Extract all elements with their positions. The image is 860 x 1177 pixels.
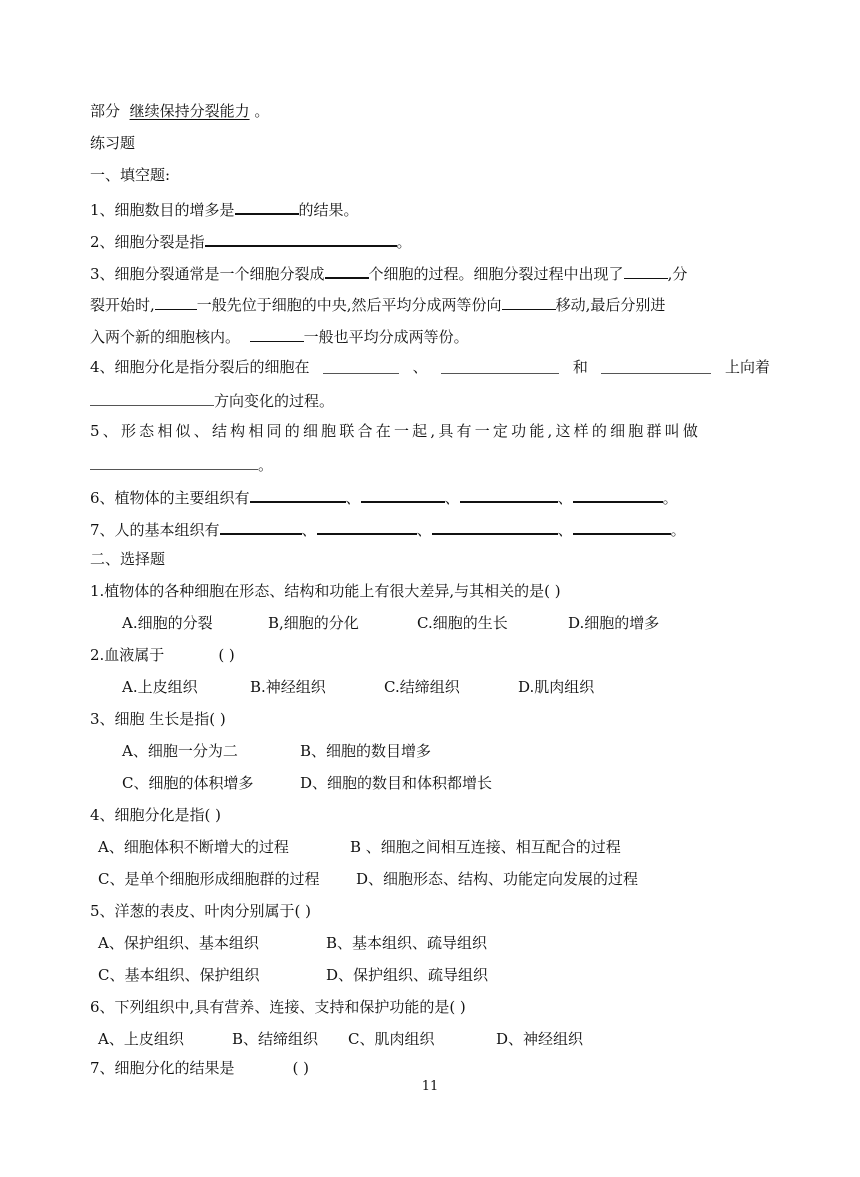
fill-q3-text-f: 移动,最后分别进 <box>555 296 666 314</box>
answer-blank[interactable] <box>90 389 214 406</box>
choice-question-4: 4、细胞分化是指( ) <box>90 806 222 824</box>
choice-q2-option-d[interactable]: D.肌肉组织 <box>518 678 595 696</box>
answer-blank[interactable] <box>441 357 559 374</box>
choice-q2-option-b[interactable]: B.神经组织 <box>250 678 326 696</box>
fill-q4-text-a: 4、细胞分化是指分裂后的细胞在 <box>90 358 310 376</box>
fill-q3-text-g: 入两个新的细胞核内。 <box>90 328 241 346</box>
choice-q5-option-b[interactable]: B、基本组织、疏导组织 <box>326 934 488 952</box>
intro-line <box>90 101 269 121</box>
fill-q6-sep: 、 <box>345 489 361 507</box>
choice-q2-option-c[interactable]: C.结缔组织 <box>384 678 460 696</box>
answer-blank[interactable] <box>250 325 304 342</box>
choice-q1-option-d[interactable]: D.细胞的增多 <box>568 614 660 632</box>
choice-question-1: 1.植物体的各种细胞在形态、结构和功能上有很大差异,与其相关的是( ) <box>90 582 561 600</box>
fill-q7-sep: 、 <box>301 521 317 539</box>
fill-q2-text-b: 。 <box>396 233 412 251</box>
fill-question-7 <box>90 517 686 540</box>
choice-q5-option-d[interactable]: D、保护组织、疏导组织 <box>326 966 489 984</box>
choice-q1-option-a[interactable]: A.细胞的分裂 <box>122 614 213 632</box>
choice-question-5: 5、洋葱的表皮、叶肉分别属于( ) <box>90 902 312 920</box>
fill-q3-text-b: 个细胞的过程。细胞分裂过程中出现了 <box>368 265 624 283</box>
fill-q6-text-a: 6、植物体的主要组织有 <box>90 489 250 507</box>
choice-heading: 二、选择题 <box>90 550 166 568</box>
section-title: 练习题 <box>90 134 136 152</box>
fill-q3-text-c: ,分 <box>667 265 688 283</box>
choice-q4-option-a[interactable]: A、细胞体积不断增大的过程 <box>98 838 289 856</box>
fill-q3-text-e: 一般先位于细胞的中央,然后平均分成两等份向 <box>196 296 502 314</box>
answer-blank[interactable] <box>573 485 663 503</box>
choice-q7-stem: 7、细胞分化的结果是 <box>90 1059 235 1077</box>
choice-q2-option-a[interactable]: A.上皮组织 <box>122 678 198 696</box>
fill-q4-text-e: 方向变化的过程。 <box>214 392 335 410</box>
fill-question-1 <box>90 197 359 220</box>
fill-q7-sep: 、 <box>416 521 432 539</box>
choice-q6-option-a[interactable]: A、上皮组织 <box>98 1030 184 1048</box>
answer-blank[interactable] <box>361 485 445 503</box>
fill-q5-text-a: 5、形态相似、结构相同的细胞联合在一起,具有一定功能,这样的细胞群叫做 <box>90 422 702 440</box>
answer-blank[interactable] <box>432 517 558 535</box>
fill-q3-text-a: 3、细胞分裂通常是一个细胞分裂成 <box>90 265 325 283</box>
answer-blank[interactable] <box>573 517 671 535</box>
fill-q1-text-b: 的结果。 <box>298 201 359 219</box>
choice-q3-option-a[interactable]: A、细胞一分为二 <box>122 742 238 760</box>
answer-blank[interactable] <box>155 293 197 310</box>
choice-q6-option-c[interactable]: C、肌肉组织 <box>348 1030 435 1048</box>
fill-question-6 <box>90 485 678 508</box>
answer-blank[interactable] <box>220 517 302 535</box>
intro-suffix: 。 <box>254 102 270 120</box>
fill-q6-sep: 、 <box>557 489 573 507</box>
fill-q3-text-d: 裂开始时, <box>90 296 155 314</box>
fill-question-3-line-1 <box>90 261 687 284</box>
fill-q3-text-h: 一般也平均分成两等份。 <box>303 328 469 346</box>
choice-question-3: 3、细胞 生长是指( ) <box>90 710 226 728</box>
choice-q2-stem: 2.血液属于 <box>90 646 165 664</box>
choice-q1-option-c[interactable]: C.细胞的生长 <box>417 614 508 632</box>
fill-q4-and: 和 <box>572 358 588 376</box>
answer-blank[interactable] <box>601 357 711 374</box>
answer-blank[interactable] <box>205 229 397 247</box>
choice-question-7 <box>90 1058 309 1078</box>
fill-question-5-line-1 <box>90 421 701 441</box>
choice-q5-option-c[interactable]: C、基本组织、保护组织 <box>98 966 260 984</box>
answer-blank[interactable] <box>460 485 558 503</box>
choice-question-6: 6、下列组织中,具有营养、连接、支持和保护功能的是( ) <box>90 998 466 1016</box>
choice-q6-option-b[interactable]: B、结缔组织 <box>232 1030 319 1048</box>
choice-q4-option-d[interactable]: D、细胞形态、结构、功能定向发展的过程 <box>356 870 639 888</box>
fill-question-5-line-2 <box>90 453 273 475</box>
page-number: 11 <box>421 1079 439 1094</box>
answer-blank[interactable] <box>235 197 299 215</box>
choice-q4-option-c[interactable]: C、是单个细胞形成细胞群的过程 <box>98 870 320 888</box>
fill-question-2 <box>90 229 412 252</box>
answer-blank[interactable] <box>624 262 668 279</box>
choice-q4-option-b[interactable]: B 、细胞之间相互连接、相互配合的过程 <box>350 838 621 856</box>
choice-q6-option-d[interactable]: D、神经组织 <box>496 1030 584 1048</box>
answer-blank[interactable] <box>90 453 258 470</box>
fill-question-4-line-1 <box>90 357 770 377</box>
choice-question-2 <box>90 645 235 665</box>
answer-blank[interactable] <box>250 485 346 503</box>
choice-q3-option-d[interactable]: D、细胞的数目和体积都增长 <box>300 774 493 792</box>
choice-q1-option-b[interactable]: B,细胞的分化 <box>268 614 359 632</box>
fill-q6-end: 。 <box>662 489 678 507</box>
fill-question-4-line-2 <box>90 389 334 411</box>
fill-question-3-line-3 <box>90 325 469 347</box>
fill-q6-sep: 、 <box>444 489 460 507</box>
answer-blank[interactable] <box>502 293 556 310</box>
fill-q1-text-a: 1、细胞数目的增多是 <box>90 201 235 219</box>
fill-question-3-line-2 <box>90 293 665 315</box>
fill-q4-text-d: 上向着 <box>724 358 770 376</box>
fill-q7-text-a: 7、人的基本组织有 <box>90 521 220 539</box>
choice-q3-option-b[interactable]: B、细胞的数目增多 <box>300 742 432 760</box>
fill-q7-end: 。 <box>670 521 686 539</box>
fill-q2-text-a: 2、细胞分裂是指 <box>90 233 205 251</box>
choice-q3-option-c[interactable]: C、细胞的体积增多 <box>122 774 254 792</box>
choice-q5-option-a[interactable]: A、保护组织、基本组织 <box>98 934 259 952</box>
fill-q5-text-b: 。 <box>258 456 274 474</box>
answer-blank[interactable] <box>323 357 399 374</box>
choice-q7-paren: ( ) <box>292 1059 310 1077</box>
fill-q7-sep: 、 <box>557 521 573 539</box>
answer-blank[interactable] <box>317 517 417 535</box>
fill-heading: 一、填空题: <box>90 166 171 184</box>
answer-blank[interactable] <box>325 261 369 279</box>
fill-q4-sep: 、 <box>412 358 428 376</box>
intro-underlined: 继续保持分裂能力 <box>129 102 250 120</box>
choice-q2-paren: ( ) <box>218 646 235 664</box>
intro-prefix: 部分 <box>90 102 121 120</box>
